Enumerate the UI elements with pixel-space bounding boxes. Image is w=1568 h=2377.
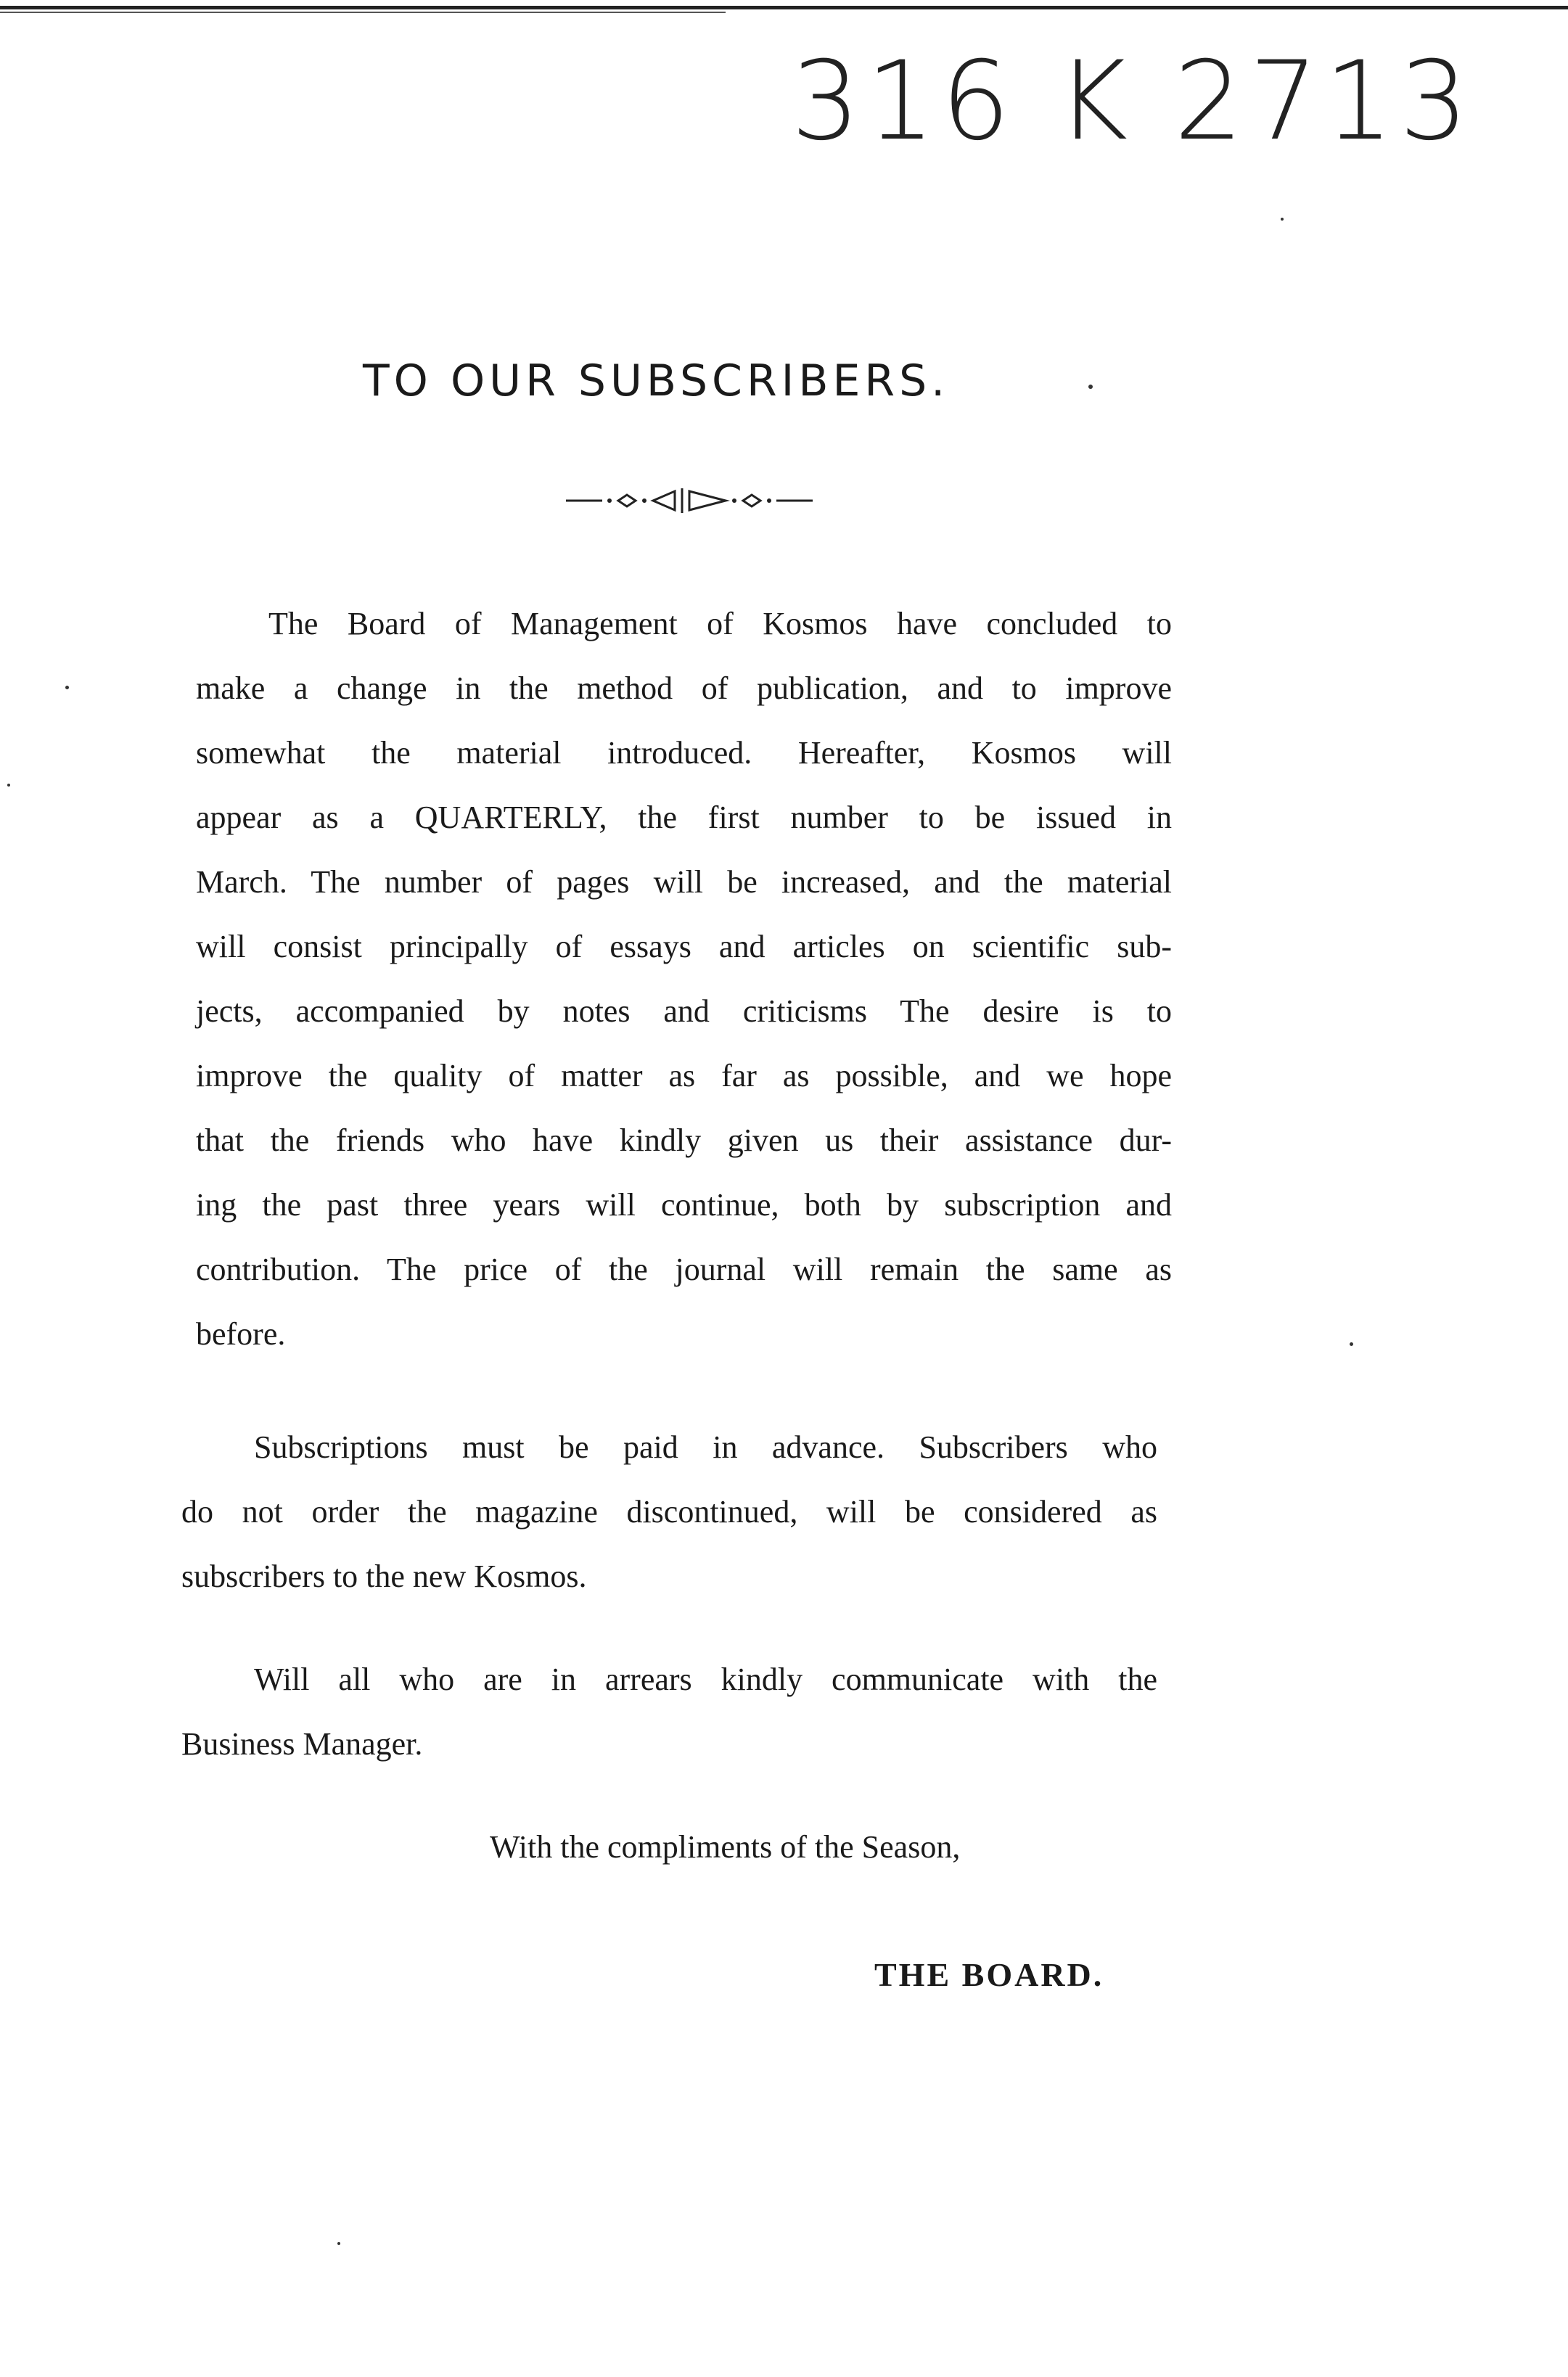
paragraph-line: do not order the magazine discontinued, will be considered as — [181, 1494, 1157, 1530]
scan-speck — [1281, 218, 1284, 221]
signature: THE BOARD. — [874, 1956, 1104, 1993]
paragraph-line: that the friends who have kindly given us their assistance dur- — [196, 1122, 1172, 1158]
paragraph-announcement — [196, 591, 1172, 1366]
paragraph-line: Business Manager. — [181, 1726, 423, 1762]
paragraph-line: jects, accompanied by notes and criticisms The desire is to — [196, 993, 1172, 1029]
paragraph-line: will consist principally of essays and articles on scientific sub- — [196, 929, 1172, 964]
scan-speck — [65, 686, 69, 689]
ornament-divider-icon — [566, 483, 813, 519]
page-title: TO OUR SUBSCRIBERS. — [363, 356, 950, 406]
handwritten-catalog-mark: 316 K 2713 — [791, 38, 1474, 165]
scan-speck — [7, 784, 10, 787]
paragraph-line: March. The number of pages will be increased, and the material — [196, 864, 1172, 900]
paragraph-line: before. — [196, 1316, 286, 1352]
top-border-rule-thin — [0, 12, 726, 13]
paragraph-subscriptions — [181, 1415, 1157, 1609]
paragraph-line: subscribers to the new Kosmos. — [181, 1559, 587, 1594]
scan-speck — [1088, 385, 1093, 389]
paragraph-line: improve the quality of matter as far as possible, and we hope — [196, 1058, 1172, 1093]
paragraph-line: Will all who are in arrears kindly communicate with the — [254, 1662, 1157, 1697]
paragraph-line: The Board of Management of Kosmos have concluded to — [268, 606, 1172, 641]
paragraph-arrears — [181, 1647, 1157, 1776]
closing-salutation: With the compliments of the Season, — [490, 1829, 961, 1865]
paragraph-line: make a change in the method of publication, and to improve — [196, 670, 1172, 706]
scan-speck — [337, 2242, 340, 2245]
paragraph-line: contribution. The price of the journal will remain the same as — [196, 1252, 1172, 1287]
top-border-rule — [0, 6, 1568, 9]
scan-speck — [1350, 1342, 1353, 1346]
paragraph-line: Subscriptions must be paid in advance. Subscribers who — [254, 1429, 1157, 1465]
paragraph-line: somewhat the material introduced. Hereafter, Kosmos will — [196, 735, 1172, 771]
paragraph-line: ing the past three years will continue, both by subscription and — [196, 1187, 1172, 1223]
paragraph-line: appear as a QUARTERLY, the first number to be issued in — [196, 800, 1172, 835]
